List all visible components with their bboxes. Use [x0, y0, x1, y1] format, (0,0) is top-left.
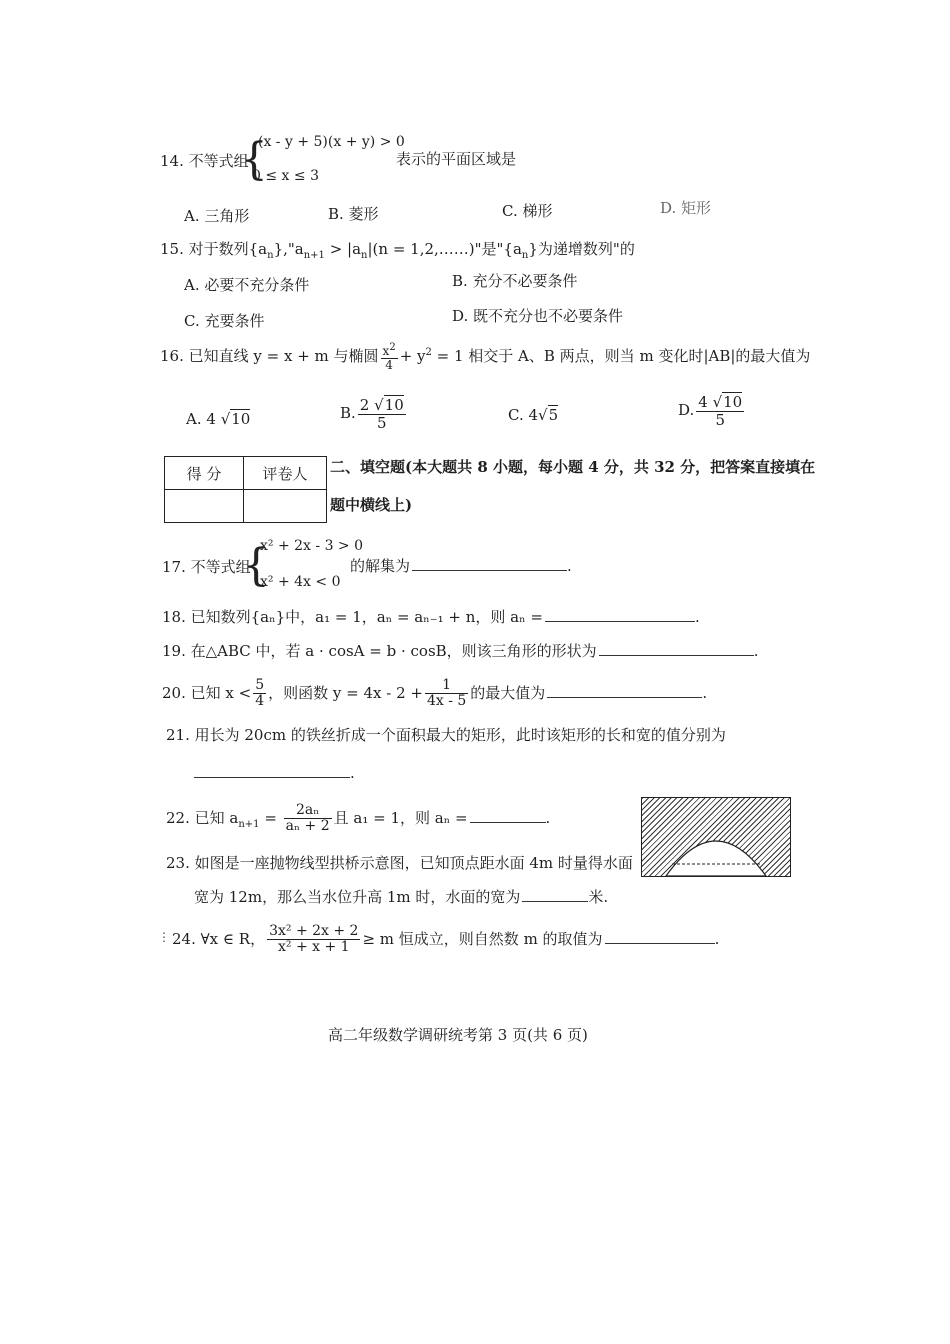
- arch-bridge-figure: [641, 797, 791, 877]
- q17-tail: 的解集为 .: [350, 557, 572, 575]
- q21-answer-line: .: [192, 764, 355, 782]
- q15-option-a: A. 必要不充分条件: [184, 276, 310, 294]
- q21-question: 21. 用长为 20cm 的铁丝折成一个面积最大的矩形，此时该矩形的长和宽的值分别为: [166, 726, 726, 744]
- q21-answer-blank[interactable]: [194, 776, 350, 778]
- q19-answer-blank[interactable]: [599, 654, 754, 656]
- q17-ineq-2: x² + 4x < 0: [260, 574, 341, 590]
- q16-option-a: A. 4 √10: [186, 410, 251, 428]
- score-cell[interactable]: [165, 490, 244, 523]
- q20-question: 20. 已知 x < $\frac{5}{4}$ ，则函数 y = 4x - 2 + $\frac{1}{4x - 5}$ 的最大值为 .: [162, 677, 708, 710]
- q18-question: 18. 已知数列{aₙ}中，a₁ = 1，aₙ = aₙ₋₁ + n，则 aₙ = .: [162, 608, 700, 626]
- section-2-heading-cont: 题中横线上): [330, 496, 413, 514]
- q18-answer-blank[interactable]: [545, 620, 695, 622]
- score-header: 得 分: [165, 457, 244, 490]
- q19-question: 19. 在△ABC 中，若 a · cosA = b · cosB，则该三角形的形状为 .: [162, 642, 759, 660]
- q17-label: 17. 不等式组: [162, 558, 251, 576]
- arch-opening: [666, 841, 766, 876]
- q24-answer-blank[interactable]: [605, 942, 715, 944]
- arch-bridge-diagram: [642, 798, 790, 876]
- q15-question: 15. 对于数列$\{a_n\},"a_{n+1} > |a_n|(n$ = 1,2,……)"是"$\{a_n\}$为递增数列"的: [160, 240, 635, 261]
- section-2-heading: 二、填空题(本大题共 8 小题，每小题 4 分，共 32 分，把答案直接填在: [330, 458, 816, 476]
- q14-ineq-2: 0 ≤ x ≤ 3: [252, 168, 319, 184]
- margin-mark: ⋮: [158, 930, 170, 944]
- q14-option-d: D. 矩形: [660, 199, 712, 217]
- q15-option-b: B. 充分不必要条件: [452, 272, 578, 290]
- q20-answer-blank[interactable]: [547, 696, 702, 698]
- q16-option-c: C. 4√5: [508, 406, 559, 424]
- q24-question: 24. ∀x ∈ R， $\frac{\text{3x² + 2x + 2}}{\text{x² + x + 1}}$ ≥ m 恒成立，则自然数 m 的取值为 .: [172, 923, 720, 956]
- q15-option-c: C. 充要条件: [184, 312, 265, 330]
- q14-ineq-1: (x - y + 5)(x + y) > 0: [258, 134, 405, 150]
- q14-option-a: A. 三角形: [184, 207, 250, 225]
- q17-answer-blank[interactable]: [412, 569, 567, 571]
- q23-answer-blank[interactable]: [522, 900, 588, 902]
- q22-question: 22. 已知 $a_{n+1}$ = $\frac{\text{2aₙ}}{\text{aₙ + 2}}$ 且 a₁ = 1，则 aₙ = .: [166, 802, 551, 835]
- q17-brace: {: [242, 540, 270, 591]
- q15-option-d: D. 既不充分也不必要条件: [452, 307, 624, 325]
- q16-option-d: D. $\frac{4 √10}{5}$: [678, 393, 743, 429]
- score-table: [164, 456, 327, 523]
- grader-cell[interactable]: [244, 490, 327, 523]
- q14-option-b: B. 菱形: [328, 205, 379, 223]
- q17-ineq-1: x² + 2x - 3 > 0: [260, 538, 364, 554]
- q16-option-b: B. $\frac{2 √10}{5}$: [340, 396, 404, 432]
- q14-tail: 表示的平面区域是: [396, 150, 517, 168]
- q14-option-c: C. 梯形: [502, 202, 553, 220]
- page-footer: 高二年级数学调研统考第 3 页(共 6 页): [328, 1026, 588, 1044]
- q16-question: 16. 已知直线 y = x + m 与椭圆 $\frac{x^2}{4}$ + $y^2 = 1$ 相交于 A、B 两点，则当 m 变化时|AB|的最大值为: [160, 342, 811, 373]
- q14-label: 14. 不等式组: [160, 152, 249, 170]
- q23-question-line1: 23. 如图是一座抛物线型拱桥示意图，已知顶点距水面 4m 时量得水面: [166, 854, 633, 872]
- q22-answer-blank[interactable]: [470, 821, 546, 823]
- q14-brace: {: [240, 134, 268, 185]
- grader-header: 评卷人: [244, 457, 327, 490]
- q23-question-line2: 宽为 12m，那么当水位升高 1m 时，水面的宽为 米.: [194, 888, 609, 906]
